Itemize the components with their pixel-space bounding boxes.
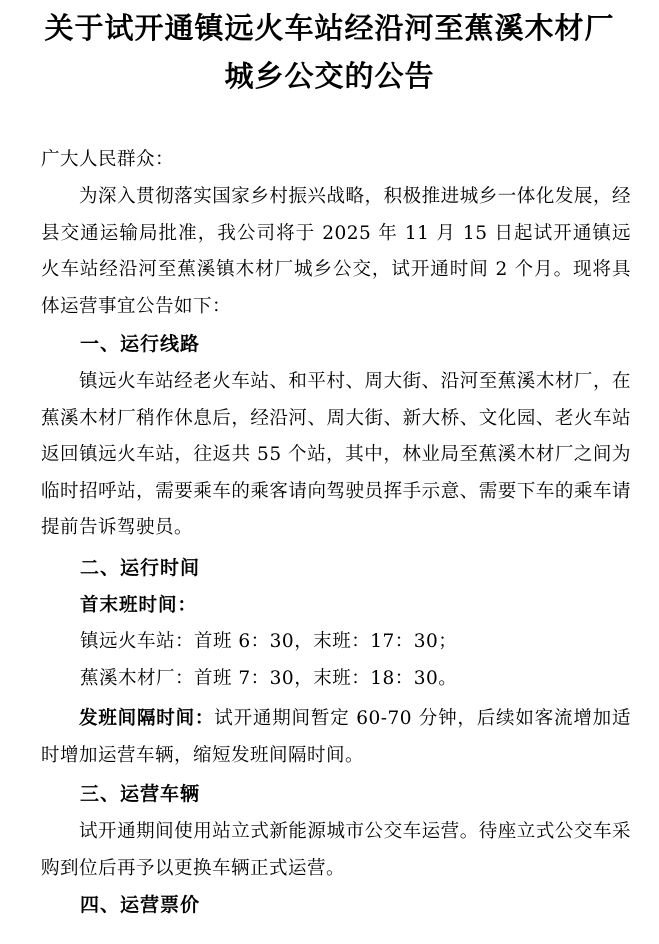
vehicle-paragraph: 试开通期间使用站立式新能源城市公交车运营。待座立式公交车采购到位后再予以更换车辆正式运营。 xyxy=(41,821,631,879)
jiaoxi-schedule-line: 蕉溪木材厂：首班 7：30，末班：18：30。 xyxy=(80,668,458,689)
notice-title-line-2: 城乡公交的公告 xyxy=(224,59,435,93)
route-paragraph: 镇远火车站经老火车站、和平村、周大街、沿河至蕉溪木材厂，在蕉溪木材厂稍作休息后，经沿河、周大街、新大桥、文化园、老火车站返回镇远火车站，往返共 55 个站，其中，林业局至蕉溪木材厂之间为临时招呼站，需要乘车的乘客请向驾驶员挥手示意、需要下车的乘车请提前告诉驾驶员。 xyxy=(41,371,631,538)
section-heading-vehicle: 三、运营车辆 xyxy=(80,783,201,805)
interval-label: 发班间隔时间： xyxy=(79,708,215,729)
interval-paragraph xyxy=(41,701,631,774)
zhenyuan-schedule-line: 镇远火车站：首班 6：30，末班：17：30； xyxy=(80,631,458,652)
intro-paragraph: 为深入贯彻落实国家乡村振兴战略，积极推进城乡一体化发展，经县交通运输局批准，我公司将于 2025 年 11 月 15 日起试开通镇远火车站经沿河至蕉溪镇木材厂城乡公交，试开通时间 2 个月。现将具体运营事宜公告如下： xyxy=(41,186,631,317)
section-heading-route: 一、运行线路 xyxy=(80,333,201,355)
interval-text: 试开通期间暂定 60-70 分钟，后续如客流增加适时增加运营车辆，缩短发班间隔时间。 xyxy=(41,708,631,766)
first-last-label: 首末班时间： xyxy=(80,595,198,616)
notice-title-line-1: 关于试开通镇远火车站经沿河至蕉溪木材厂 xyxy=(44,11,615,45)
greeting: 广大人民群众： xyxy=(41,149,175,170)
section-heading-fare: 四、运营票价 xyxy=(80,894,201,916)
section-heading-time: 二、运行时间 xyxy=(80,557,201,579)
